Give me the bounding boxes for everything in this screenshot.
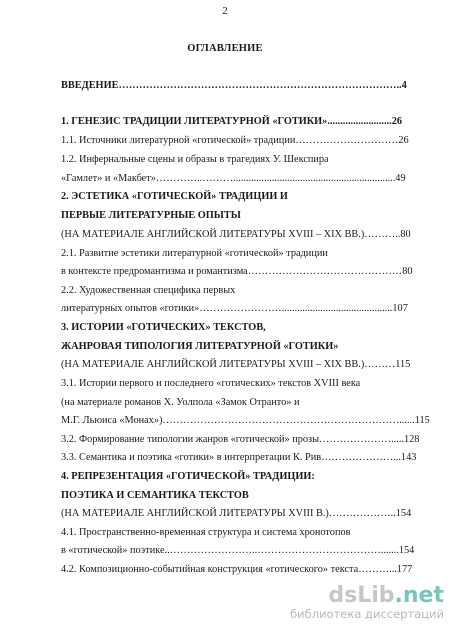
- toc-entry-text: в контексте предромантизма и романтизма: [61, 266, 248, 277]
- toc-entry-page: 26: [398, 135, 409, 146]
- toc-entry-2-2: [61, 284, 441, 297]
- toc-entry-leader: ………..: [364, 229, 401, 240]
- toc-entry-text: 3.2. Формирование типологии жанров «готической» прозы: [61, 434, 320, 445]
- toc-entry-1-2-cont: [61, 172, 441, 185]
- toc-entry-text: (на материале романов Х. Уолпола «Замок Отранто» и: [61, 397, 300, 408]
- toc-entry-page: 80: [400, 229, 411, 240]
- toc-entry-page: 26: [391, 116, 402, 127]
- toc-entry-chapter-1: [61, 115, 441, 128]
- toc-entry-3-2: [61, 433, 441, 446]
- toc-entry-chapter-2-cont: [61, 209, 441, 222]
- toc-entry-text: ЖАНРОВАЯ ТИПОЛОГИЯ ЛИТЕРАТУРНОЙ «ГОТИКИ»: [61, 341, 339, 352]
- toc-title: ОГЛАВЛЕНИЕ: [187, 43, 263, 54]
- toc-entry-text: литературных опытов «готики»: [61, 303, 200, 314]
- toc-entry-3-3: [61, 451, 441, 464]
- toc-entry-page: 143: [400, 452, 417, 463]
- toc-entry-text: ПЕРВЫЕ ЛИТЕРАТУРНЫЕ ОПЫТЫ: [61, 210, 241, 221]
- toc-entry-page: 154: [395, 508, 412, 519]
- toc-entry-leader: ………: [364, 359, 396, 370]
- toc-entry-text: в «готической» поэтике: [61, 545, 165, 556]
- toc-entry-text: (НА МАТЕРИАЛЕ АНГЛИЙСКОЙ ЛИТЕРАТУРЫ XVIII В.): [61, 508, 329, 519]
- toc-entry-leader: ………………..: [328, 508, 396, 519]
- toc-entry-text: ПОЭТИКА И СЕМАНТИКА ТЕКСТОВ: [61, 490, 249, 501]
- page-number: 2: [222, 6, 228, 17]
- toc-entry-leader: ..……………………..……………………………….......: [164, 545, 399, 556]
- toc-entry-chapter-4-material: [61, 507, 441, 520]
- toc-entry-chapter-3: [61, 321, 441, 334]
- toc-entry-2-1: [61, 247, 441, 260]
- toc-entry-3-1: [61, 377, 441, 390]
- toc-entry-text: 1.1. Источники литературной «готической» традиции: [61, 135, 296, 146]
- toc-entry-page: 80: [402, 266, 413, 277]
- toc-entry-4-2: [61, 563, 441, 576]
- toc-entry-page: 177: [396, 564, 413, 575]
- toc-entry-chapter-3-material: [61, 358, 441, 371]
- toc-entry-text: 4.2. Композиционно-событийная конструкция «готического» текста: [61, 564, 359, 575]
- toc-entry-page: 49: [395, 173, 406, 184]
- toc-entry-2-2-cont: [61, 302, 441, 315]
- toc-entry-text: 4. РЕПРЕЗЕНТАЦИЯ «ГОТИЧЕСКОЙ» ТРАДИЦИИ:: [61, 471, 315, 482]
- toc-entry-leader: ………...: [358, 564, 397, 575]
- toc-entry-leader: ………………….....: [319, 434, 404, 445]
- toc-entry-2-1-cont: [61, 265, 441, 278]
- toc-entry-text: (НА МАТЕРИАЛЕ АНГЛИЙСКОЙ ЛИТЕРАТУРЫ XVIII – XIX ВВ.): [61, 229, 365, 240]
- toc-entry-leader: .........................: [327, 116, 392, 127]
- toc-entry-text: ВВЕДЕНИЕ: [61, 80, 119, 91]
- toc-entry-text: (НА МАТЕРИАЛЕ АНГЛИЙСКОЙ ЛИТЕРАТУРЫ XVIII – XIX ВВ.): [61, 359, 365, 370]
- toc-entry-text: М.Г. Льюиса «Монах»): [61, 415, 163, 426]
- toc-entry-text: 2.1. Развитие эстетики литературной «готической» традиции: [61, 248, 328, 259]
- toc-entry-leader: ………………………………………………………………………..: [118, 80, 402, 91]
- toc-entry-leader: ……………………...........................................: [199, 303, 393, 314]
- toc-entry-text: 1.2. Инфернальные сцены и образы в трагедиях У. Шекспира: [61, 154, 329, 165]
- toc-entry-text: 4.1. Пространственно-временная структура и система хронотопов: [61, 527, 351, 538]
- toc-entry-chapter-2: [61, 190, 441, 203]
- toc-entry-text: 3.1. Истории первого и последнего «готических» текстов XVIII века: [61, 378, 361, 389]
- watermark-subtitle: библиотека диссертаций: [290, 607, 444, 621]
- toc-entry-intro: [61, 79, 441, 92]
- toc-entry-3-1-cont: [61, 396, 441, 409]
- toc-entry-page: 128: [403, 434, 420, 445]
- toc-entry-page: 154: [398, 545, 415, 556]
- toc-entry-chapter-4-cont: [61, 489, 441, 502]
- toc-entry-leader: …………..………...............................................................: [155, 173, 396, 184]
- toc-entry-text: 1. ГЕНЕЗИС ТРАДИЦИИ ЛИТЕРАТУРНОЙ «ГОТИКИ»: [61, 116, 328, 127]
- toc-entry-chapter-2-material: [61, 228, 441, 241]
- toc-entry-4-1-cont: [61, 544, 441, 557]
- toc-entry-page: 115: [414, 415, 430, 426]
- toc-entry-4-1: [61, 526, 441, 539]
- toc-entry-1-1: [61, 134, 441, 147]
- toc-entry-page: 107: [392, 303, 408, 314]
- toc-entry-3-1-cont2: [61, 414, 441, 427]
- toc-entry-text: «Гамлет» и «Макбет»: [61, 173, 156, 184]
- toc-entry-text: 2.2. Художественная специфика первых: [61, 285, 236, 296]
- watermark: [290, 585, 444, 621]
- toc-entry-page: 4: [401, 80, 407, 91]
- toc-entry-leader: …………………...: [321, 452, 401, 463]
- toc-entry-text: 3.3. Семантика и поэтика «готики» в интерпретации К. Рив: [61, 452, 322, 463]
- toc-entry-chapter-4: [61, 470, 441, 483]
- toc-entry-chapter-3-cont: [61, 340, 441, 353]
- toc-entry-leader: …………………………: [295, 135, 399, 146]
- toc-entry-text: 3. ИСТОРИИ «ГОТИЧЕСКИХ» ТЕКСТОВ,: [61, 322, 266, 333]
- toc-entry-page: 115: [395, 359, 411, 370]
- watermark-logo-suffix: .net: [394, 583, 444, 608]
- toc-entry-1-2: [61, 153, 441, 166]
- watermark-logo: dsLib: [328, 583, 395, 608]
- toc-entry-text: 2. ЭСТЕТИКА «ГОТИЧЕСКОЙ» ТРАДИЦИИ И: [61, 191, 288, 202]
- toc-entry-leader: ……………………………………………………………......: [162, 415, 415, 426]
- toc-entry-leader: ………………………………………: [247, 266, 403, 277]
